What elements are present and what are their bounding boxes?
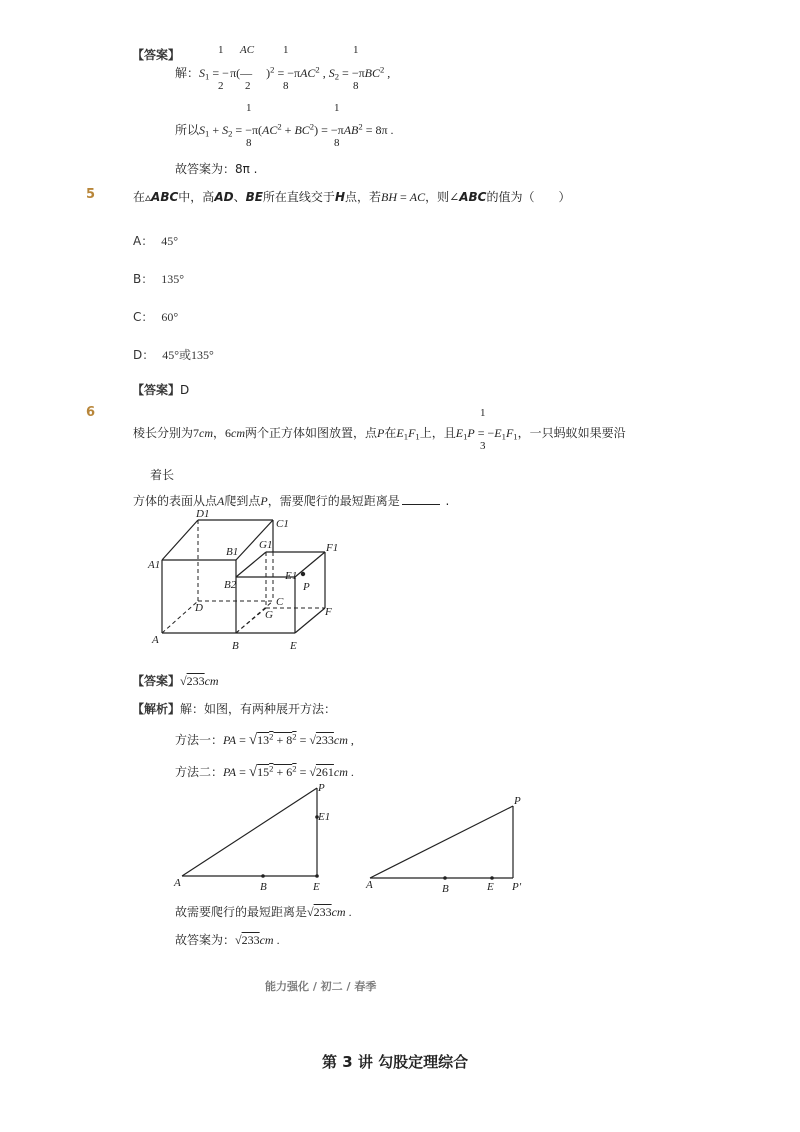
fraction-numerator: 1 bbox=[334, 102, 340, 114]
lesson-title: 第 3 讲 勾股定理综合 bbox=[322, 1053, 469, 1071]
tri2-label-p-prime: P′ bbox=[512, 881, 522, 893]
answer-tag: 【答案】 bbox=[132, 48, 181, 62]
fraction-numerator: 1 bbox=[246, 102, 252, 114]
tri1-label-p: P bbox=[318, 782, 325, 794]
page-footer: 能力强化 / 初二 / 春季 bbox=[265, 980, 377, 993]
label-g1: G1 bbox=[259, 539, 273, 551]
answer-line: 【答案】√233cm bbox=[132, 674, 219, 688]
unfold-figures bbox=[170, 780, 570, 895]
fraction-denominator: 3 bbox=[480, 440, 486, 452]
option-b[interactable]: B： 135° bbox=[133, 272, 185, 286]
question-number: 6 bbox=[86, 405, 96, 420]
label-a: A bbox=[152, 634, 159, 646]
label-f: F bbox=[325, 606, 332, 618]
fraction-denominator: 8 bbox=[353, 80, 359, 92]
answer-blank[interactable] bbox=[402, 504, 440, 505]
tri1-label-a: A bbox=[174, 877, 181, 889]
label-d: D bbox=[195, 602, 203, 614]
method-two: 方法二：PA = $√15^2 + 6^2 = √261cm$ . bbox=[175, 763, 354, 780]
tri1-label-e: E bbox=[313, 881, 320, 893]
tri1-label-e1: E1 bbox=[318, 811, 331, 823]
fraction-numerator: AC bbox=[240, 44, 255, 56]
label-a1: A1 bbox=[148, 559, 161, 571]
question-number: 5 bbox=[86, 187, 96, 202]
solution-line-1: 解：$S_1$ = −π(— )$^2$ = −πAC$^2$ , $S_2 = -\pi BC^2$ , bbox=[175, 64, 391, 82]
label-b: B bbox=[232, 640, 239, 652]
label-e1: E1 bbox=[285, 570, 298, 582]
fraction-numerator: 1 bbox=[480, 407, 486, 419]
label-e: E bbox=[290, 640, 297, 652]
method-one: 方法一：PA = $√13^2 + 8^2 = √233cm$ , bbox=[175, 731, 354, 748]
question-stem: 棱长分别为7cm，6cm两个正方体如图放置，点P在$E_1F_1$上，且$E_1P = -E_1F_1$，一只蚂蚁如果要沿 bbox=[133, 426, 626, 442]
solution-conclusion: 故答案为：8π . bbox=[175, 162, 258, 176]
question-stem: 在▵ABC中，高AD、BE所在直线交于H点，若BH = AC，则∠ABC的值为（ ） bbox=[133, 190, 571, 204]
fraction-numerator: 1 bbox=[353, 44, 359, 56]
label-c1: C1 bbox=[276, 518, 289, 530]
tri2-label-a: A bbox=[366, 879, 373, 891]
fraction-numerator: 1 bbox=[283, 44, 289, 56]
solution-line-2: 所以$S_1 + S_2 = -\pi(AC^2 + BC^2) = -\pi AB^2 = 8\pi$ . bbox=[175, 121, 394, 139]
fraction-denominator: 8 bbox=[283, 80, 289, 92]
tri1-label-b: B bbox=[260, 881, 267, 893]
analysis-line: 【解析】解：如图，有两种展开方法： bbox=[132, 702, 337, 716]
label-b1: B1 bbox=[226, 546, 239, 558]
cube-figure bbox=[140, 505, 350, 655]
label-p: P bbox=[303, 581, 310, 593]
label-g: G bbox=[265, 609, 273, 621]
solution-prefix: 解： bbox=[175, 66, 200, 80]
final-answer-line: 故答案为：√233cm . bbox=[175, 933, 280, 947]
tri2-label-b: B bbox=[442, 883, 449, 895]
label-b2: B2 bbox=[224, 579, 237, 591]
fraction-denominator: 2 bbox=[218, 80, 224, 92]
conclusion-line: 故需要爬行的最短距离是√233cm . bbox=[175, 905, 352, 919]
answer-line: 【答案】D bbox=[132, 383, 190, 397]
option-a[interactable]: A： 45° bbox=[133, 234, 179, 248]
solution-prefix: 所以 bbox=[175, 123, 200, 137]
fraction-denominator: 8 bbox=[246, 137, 252, 149]
fraction-denominator: 8 bbox=[334, 137, 340, 149]
option-c[interactable]: C： 60° bbox=[133, 310, 179, 324]
tri2-label-p: P bbox=[514, 795, 521, 807]
question-stem-cont: 着长 bbox=[150, 468, 175, 482]
fraction-denominator: 2 bbox=[245, 80, 251, 92]
question-stem-cont: 方体的表面从点A爬到点P，需要爬行的最短距离是 . bbox=[133, 494, 450, 508]
label-c: C bbox=[276, 596, 284, 608]
tri2-label-e: E bbox=[487, 881, 494, 893]
fraction-numerator: 1 bbox=[218, 44, 224, 56]
label-d1: D1 bbox=[196, 508, 210, 520]
option-d[interactable]: D： 45°或135° bbox=[133, 348, 214, 362]
label-f1: F1 bbox=[326, 542, 339, 554]
